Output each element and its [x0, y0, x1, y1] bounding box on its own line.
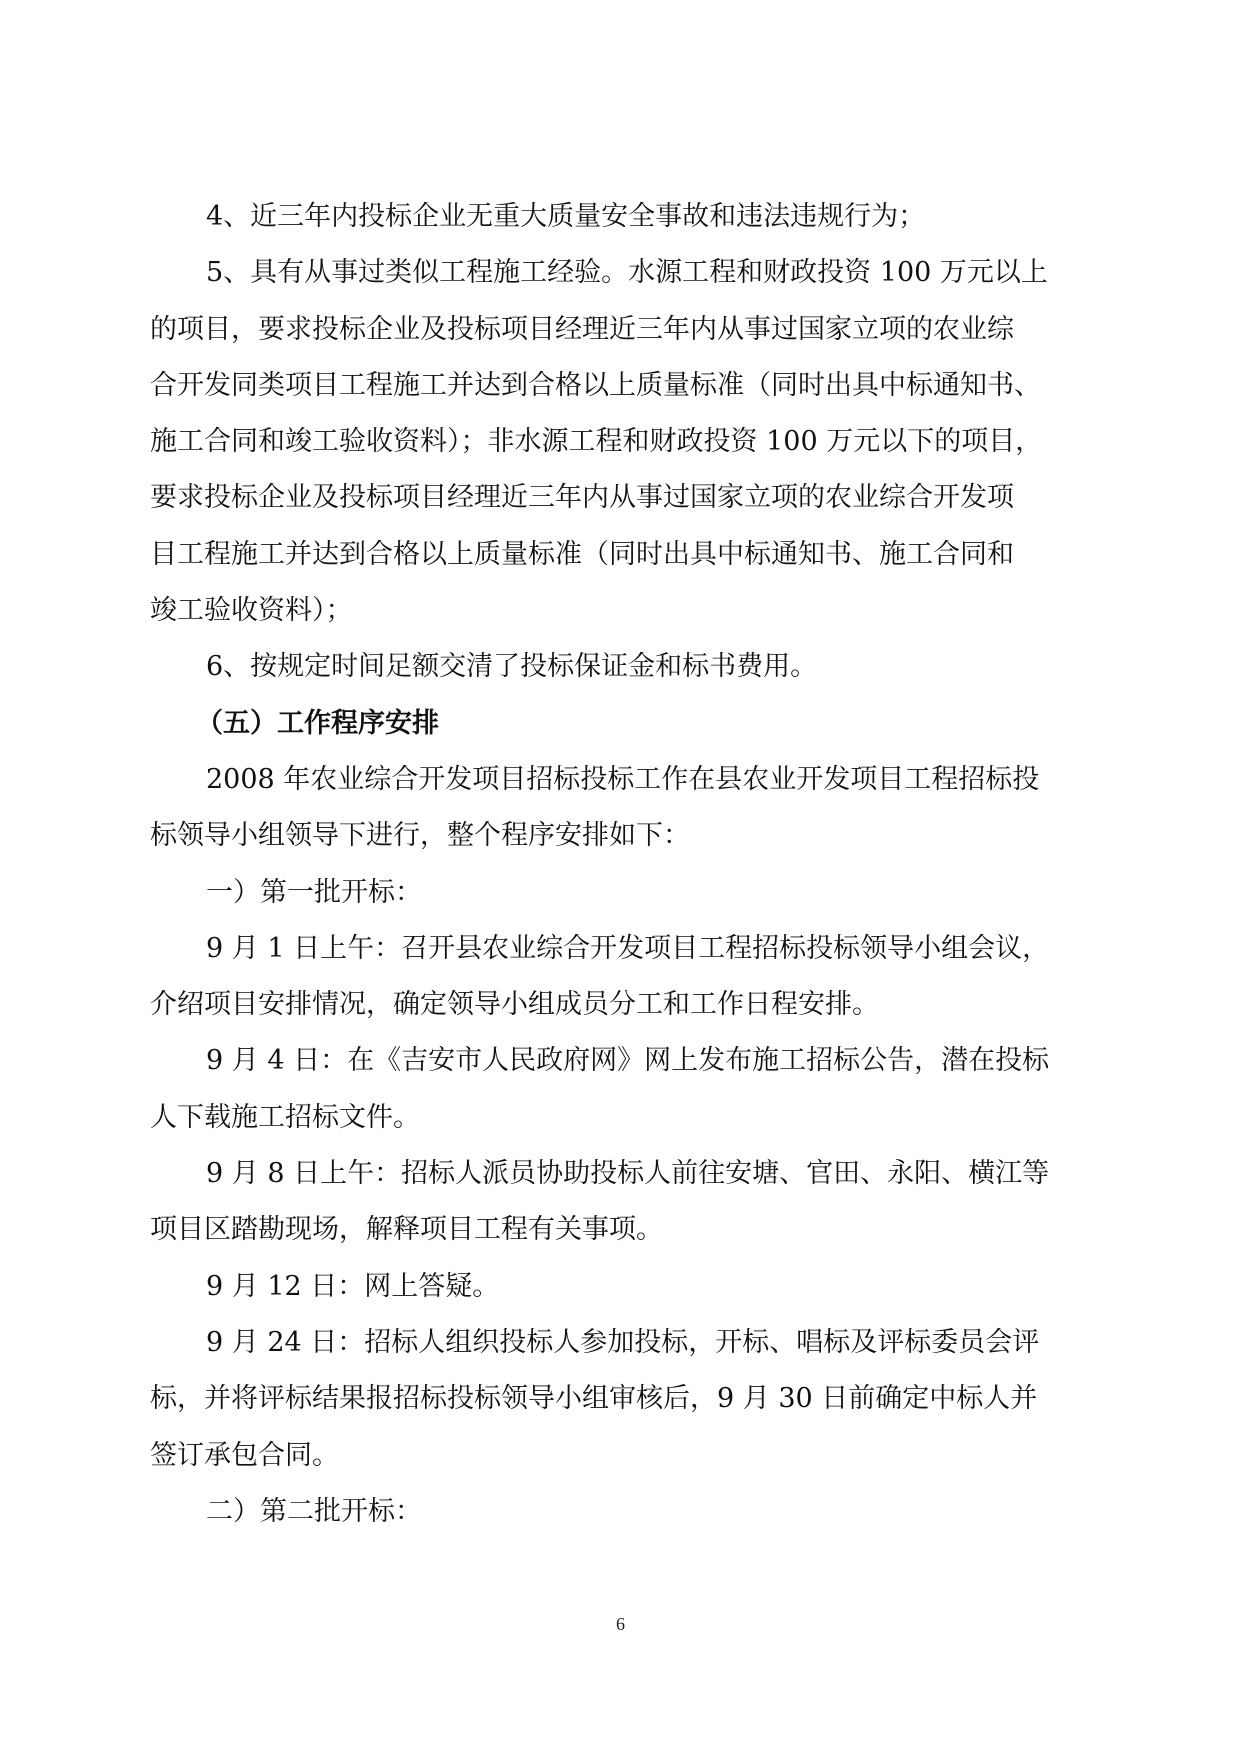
paragraph-line: 签订承包合同。: [150, 1439, 339, 1471]
paragraph-line: 目工程施工并达到合格以上质量标准（同时出具中标通知书、施工合同和: [150, 538, 1014, 570]
subsection-heading: 一）第一批开标：: [206, 876, 422, 908]
paragraph-line: 2008 年农业综合开发项目招标投标工作在县农业开发项目工程招标投: [206, 763, 1040, 795]
paragraph-line: 9 月 1 日上午：召开县农业综合开发项目工程招标投标领导小组会议，: [206, 932, 1050, 964]
paragraph-line: 4、近三年内投标企业无重大质量安全事故和违法违规行为；: [206, 201, 926, 232]
paragraph-line: 介绍项目安排情况，确定领导小组成员分工和工作日程安排。: [150, 989, 879, 1021]
section-heading: （五）工作程序安排: [196, 707, 439, 739]
paragraph-line: 9 月 8 日上午：招标人派员协助投标人前往安塘、官田、永阳、横江等: [206, 1158, 1050, 1190]
paragraph-line: 标领导小组领导下进行，整个程序安排如下：: [150, 820, 690, 852]
paragraph-line: 9 月 24 日：招标人组织投标人参加投标，开标、唱标及评标委员会评: [206, 1326, 1040, 1358]
paragraph-line: 5、具有从事过类似工程施工经验。水源工程和财政投资 100 万元以上: [206, 257, 1048, 289]
paragraph-line: 标，并将评标结果报招标投标领导小组审核后，9 月 30 日前确定中标人并: [150, 1383, 1038, 1415]
paragraph-line: 的项目，要求投标企业及投标项目经理近三年内从事过国家立项的农业综: [150, 313, 1014, 345]
page-number: 6: [616, 1614, 625, 1634]
paragraph-line: 竣工验收资料）；: [150, 595, 353, 627]
paragraph-line: 9 月 12 日：网上答疑。: [206, 1270, 500, 1302]
paragraph-line: 9 月 4 日：在《吉安市人民政府网》网上发布施工招标公告，潜在投标: [206, 1045, 1050, 1077]
paragraph-line: 6、按规定时间足额交清了投标保证金和标书费用。: [206, 651, 818, 683]
paragraph-line: 人下载施工招标文件。: [150, 1101, 420, 1133]
paragraph-line: 合开发同类项目工程施工并达到合格以上质量标准（同时出具中标通知书、: [150, 369, 1041, 401]
paragraph-line: 施工合同和竣工验收资料）；非水源工程和财政投资 100 万元以下的项目，: [150, 426, 1043, 458]
paragraph-line: 项目区踏勘现场，解释项目工程有关事项。: [150, 1214, 663, 1246]
subsection-heading: 二）第二批开标：: [206, 1495, 422, 1527]
paragraph-line: 要求投标企业及投标项目经理近三年内从事过国家立项的农业综合开发项: [150, 482, 1014, 514]
document-body: [150, 189, 1090, 1540]
